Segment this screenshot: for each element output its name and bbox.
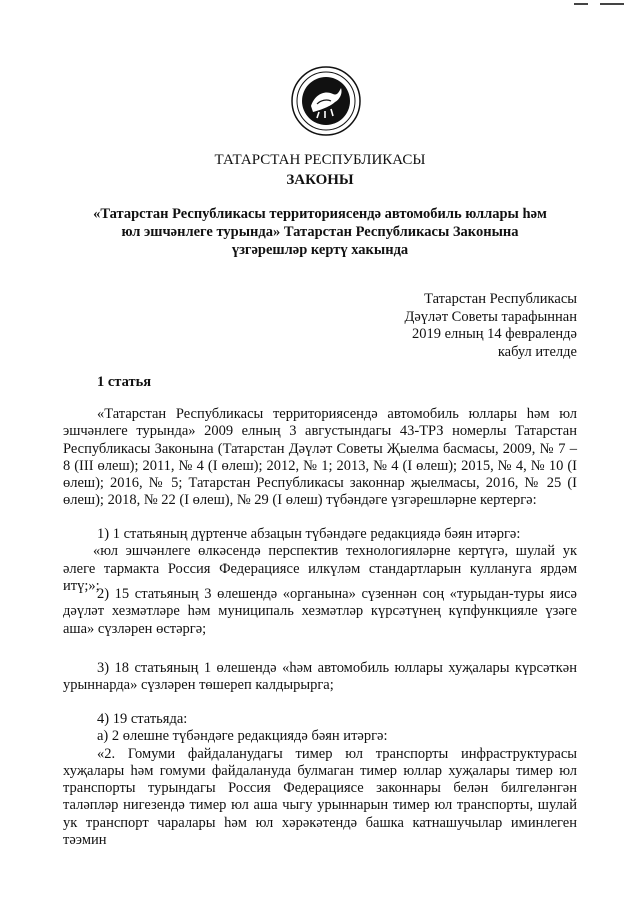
document-title <box>0 150 640 190</box>
intro-paragraph: «Татарстан Республикасы территориясендә автомобиль юллары һәм юл эшчәнлеге турында» 2009 елның 3 августындагы 43-ТРЗ номерлы Татарстан Республикасы Законына (Татарстан Дәүләт Советы Җыелма басмасы, 2009, № 7 – 8 (III өлеш); 2011, № 4 (I өлеш); 2012, № 1; 2013, № 4 (I өлеш); 2015, № 4, № 10 (I өлеш); 2016, № 5; Татарстан Республикасы законнар җыелмасы, 2016, № 25 (I өлеш); 2018, № 22 (I өлеш), № 29 (I өлеш) түбәндәге үзгәрешләрне кертергә: <box>63 406 577 509</box>
item-3 <box>63 660 577 695</box>
adoption-note <box>404 291 577 361</box>
item-4 <box>63 711 577 849</box>
adoption-line: кабул ителде <box>497 343 577 360</box>
item-paragraph: 4) 19 статьяда: <box>97 711 188 727</box>
adoption-line: Татарстан Республикасы <box>424 291 577 307</box>
adoption-line: Дәүләт Советы тарафыннан <box>404 308 577 325</box>
subject-line: «Татарстан Республикасы территориясендә автомобиль юллары һәм <box>93 206 547 222</box>
doc-type: ЗАКОНЫ <box>286 172 354 188</box>
adoption-date: 2019 елның 14 февралендә <box>411 326 577 342</box>
subject-line: үзгәрешләр кертү хакында <box>231 242 409 258</box>
item-paragraph: «2. Гомуми файдаланудагы тимер юл транспорты инфраструктурасы хуҗалары һәм гомуми файдалануда булмаган тимер юллар хуҗалары тимер юл транспорты турындагы Россия Федерациясе законнары белән билгеләнгән таләпләр нигезендә тимер юл аша чыгу урыннарын тимер юл транспорты, шулай ук транспорт чаралары һәм юл хәрәкәтендә башка катнашучылар иминлеген тәэмин <box>63 745 577 849</box>
item-1 <box>63 526 577 595</box>
article-intro <box>63 406 577 510</box>
article-heading: 1 статья <box>97 374 152 390</box>
subject-line: юл эшчәнлеге турында» Татарстан Республикасы Законына <box>121 224 519 240</box>
item-2 <box>63 586 577 638</box>
top-scan-marks <box>0 0 640 8</box>
item-paragraph: 2) 15 статьяның 3 өлешендә «органына» сүзеннән соң «турыдан-туры яисә дәүләт хезмәтләре һәм муниципаль хезмәтләр күрсәтүнең күпфункцияле үзәге аша» сүзләрен өстәргә; <box>63 586 577 637</box>
republic-name: ТАТАРСТАН РЕСПУБЛИКАСЫ <box>214 152 426 168</box>
item-paragraph: а) 2 өлешне түбәндәге редакциядә бәян итәргә: <box>97 728 388 745</box>
tatarstan-emblem-icon <box>291 66 361 136</box>
item-paragraph: 3) 18 статьяның 1 өлешендә «һәм автомобиль юллары хуҗалары күрсәткән урыннарда» сүзләрен төшереп калдырырга; <box>63 660 577 694</box>
law-subject <box>60 205 580 259</box>
item-paragraph: 1) 1 статьяның дүртенче абзацын түбәндәге редакциядә бәян итәргә: <box>97 526 521 542</box>
item-paragraph: «юл эшчәнлеге өлкәсендә перспектив технологияләрне кертүгә, шулай ук әлеге тармакта Россия Федерациясе илкүләм стандартларын куллануга ярдәм итү;»; <box>63 543 577 594</box>
